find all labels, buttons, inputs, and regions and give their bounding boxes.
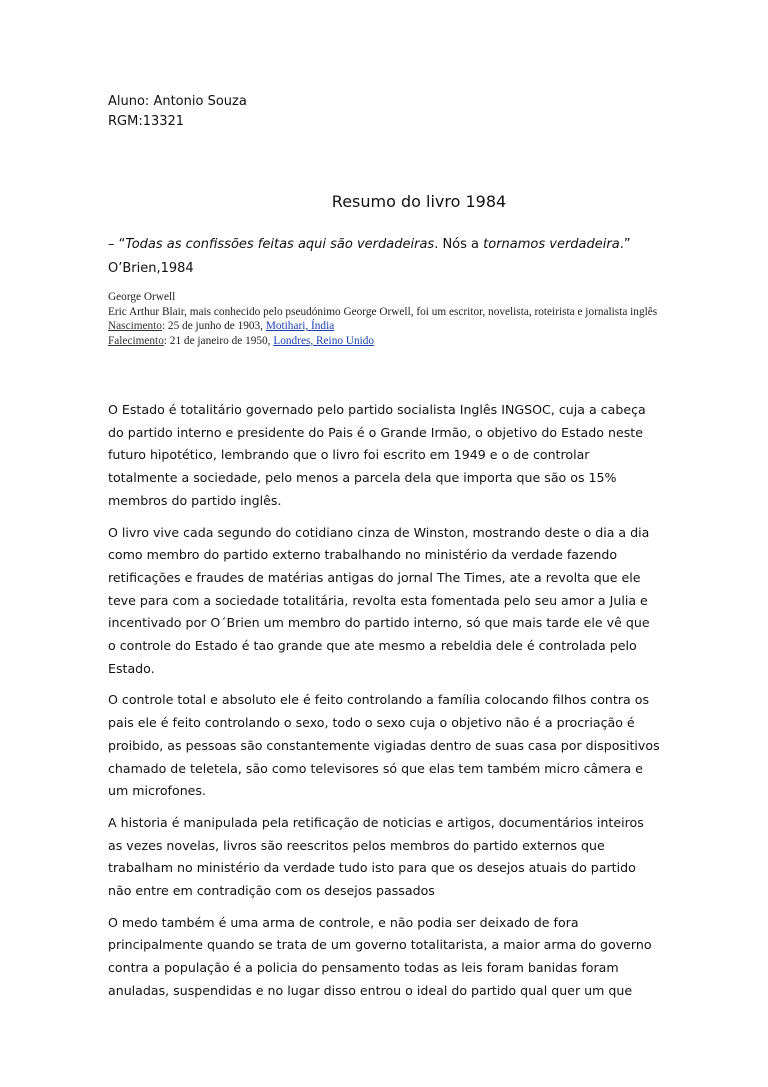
student-name: Aluno: Antonio Souza [108, 94, 247, 109]
quote-attribution: O’Brien,1984 [108, 261, 194, 276]
quote-italic-2: tornamos verdadeira [483, 237, 620, 252]
death-line [108, 334, 668, 349]
paragraph: O Estado é totalitário governado pelo partido socialista Inglês INGSOC, cuja a cabeça do partido interno e presidente do Pais é o Grande Irmão, o objetivo do Estado neste futuro hipotético, lembrando que o livro foi escrito em 1949 e o de controlar totalmente a sociedade, pelo menos a parcela dela que importa que são os 15% membros do partido inglês. [108, 402, 646, 508]
birth-text: : 25 de junho de 1903, [161, 320, 266, 332]
student-rgm: RGM:13321 [108, 114, 185, 129]
author-name: George Orwell [108, 291, 176, 303]
document-title: Resumo do livro 1984 [331, 192, 507, 211]
summary-body [108, 399, 660, 1012]
paragraph: O medo também é uma arma de controle, e não podia ser deixado de fora principalmente quando se trata de um governo totalitarista, a maior arma do governo contra a população é a policia do pensamento todas as leis foram banidas foram anuladas, suspendidas e no lugar disso entrou o ideal do partido qual quer um que [108, 914, 652, 998]
paragraph: A historia é manipulada pela retificação de noticias e artigos, documentários inteiros as vezes novelas, livros são reescritos pelos membros do partido externos que trabalham no ministério da verdade tudo isto para que os desejos atuais do partido não entre em contradição com os desejos passados [108, 814, 644, 899]
death-place-link[interactable]: Londres, Reino Unido [273, 334, 375, 347]
epigraph-quote [108, 233, 631, 281]
author-bio [108, 290, 668, 348]
paragraph: O livro vive cada segundo do cotidiano cinza de Winston, mostrando deste o dia a dia como membro do partido externo trabalhando no ministério da verdade fazendo retificações e fraudes de matérias antigas do jornal The Times, ate a revolta que ele teve para com a sociedade totalitária, revolta esta fomentada pelo seu amor a Julia e incentivado por O´Brien um membro do partido interno, só que mais tarde ele vê que o controle do Estado é tao grande que ate mesmo a rebeldia dele é controlada pelo Estado. [108, 524, 650, 676]
quote-italic-1: Todas as confissões feitas aqui são verdadeiras [125, 237, 435, 252]
birth-label[interactable]: Nascimento [108, 320, 162, 332]
quote-end: .” [619, 237, 631, 252]
quote-mid: . Nós a [434, 237, 484, 252]
quote-dash: – “ [108, 237, 126, 252]
paragraph: O controle total e absoluto ele é feito controlando a família colocando filhos contra os pais ele é feito controlando o sexo, todo o sexo cuja o objetivo não é a procriação é proibido, as pessoas são constantemente vigiadas dentro de suas casa por dispositivos chamado de teletela, são como televisores só que elas tem também micro câmera e um microfones. [108, 692, 660, 799]
death-label[interactable]: Falecimento [108, 334, 164, 347]
birth-place-link[interactable]: Motihari, Índia [265, 320, 335, 332]
student-header [108, 92, 247, 132]
author-description: Eric Arthur Blair, mais conhecido pelo pseudónimo George Orwell, foi um escritor, novelista, roteirista e jornalista inglês [108, 305, 658, 318]
death-text: : 21 de janeiro de 1950, [163, 334, 274, 347]
birth-line [108, 319, 668, 334]
